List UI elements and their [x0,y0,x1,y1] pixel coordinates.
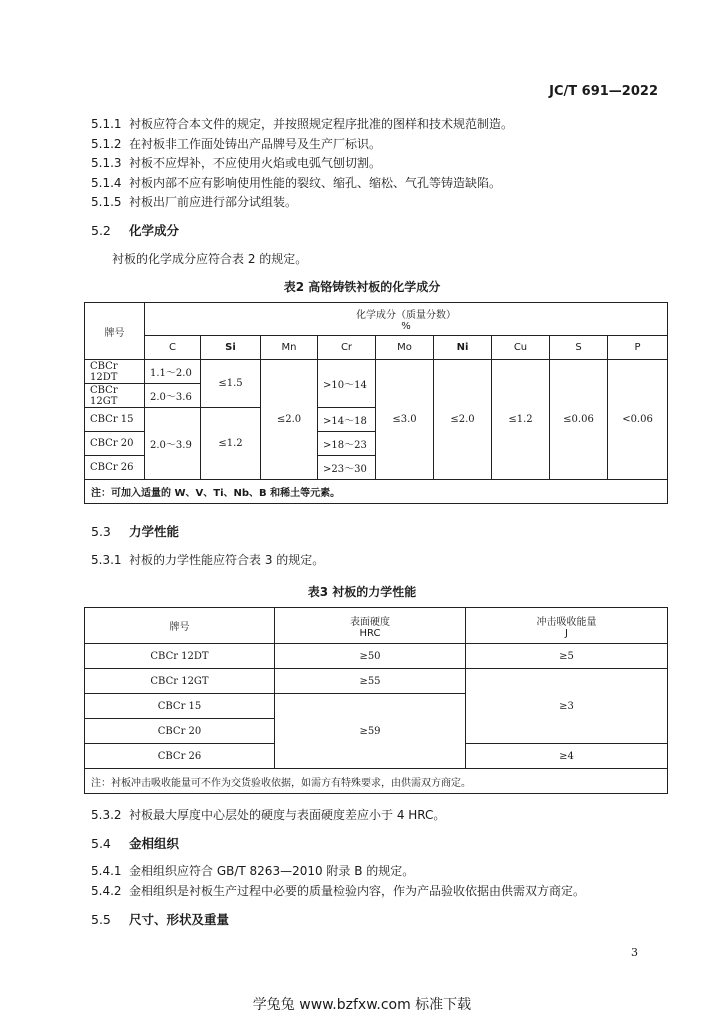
table3-impact-header [466,608,668,644]
clause-number: 5.4.1 [91,864,122,878]
table2-cr-cell: >10～14 [318,360,376,408]
impact-header-line1: 冲击吸收能量 [536,616,597,628]
clause-text: 衬板不应焊补，不应使用火焰或电弧气刨切割。 [129,156,382,170]
table2-cr-cell: >14～18 [318,408,376,432]
table2-grade-header: 牌号 [85,303,145,360]
table3-hardness-cell: ≥59 [275,694,466,769]
composition-header-line1: 化学成分（质量分数） [356,310,457,321]
clause-5-1-3 [91,154,381,171]
table3-grade-header: 牌号 [85,608,275,644]
table3-hardness-header [275,608,466,644]
table3-impact-cell: ≥4 [466,744,668,769]
table2-mn-cell: ≤2.0 [261,360,318,480]
clause-number: 5.1.1 [91,117,122,131]
page-number: 3 [631,946,638,959]
table2-chemical-composition [84,302,668,504]
clause-5-4-1 [91,862,414,879]
clause-number: 5.1.4 [91,176,122,190]
section-number: 5.5 [91,912,111,927]
table2-mo-cell: ≤3.0 [376,360,434,480]
clause-text: 衬板出厂前应进行部分试组装。 [129,195,298,209]
section-number: 5.3 [91,524,111,539]
section-5-2-body: 衬板的化学成分应符合表 2 的规定。 [112,252,308,266]
element-header-ni: Ni [434,336,492,360]
clause-5-3-1 [91,551,324,568]
clause-5-4-2 [91,882,585,899]
section-number: 5.2 [91,223,111,238]
clause-text: 衬板应符合本文件的规定，并按照规定程序批准的图样和技术规范制造。 [129,117,514,131]
clause-text: 衬板的力学性能应符合表 3 的规定。 [129,553,325,567]
section-heading-5-5 [91,910,229,928]
clause-text: 衬板内部不应有影响使用性能的裂纹、缩孔、缩松、气孔等铸造缺陷。 [129,176,502,190]
table2-s-cell: ≤0.06 [550,360,608,480]
section-title: 化学成分 [129,223,180,238]
table2-si-cell: ≤1.5 [201,360,261,408]
clause-text: 金相组织应符合 GB/T 8263—2010 附录 B 的规定。 [129,864,415,878]
section-heading-5-3 [91,522,179,540]
section-heading-5-2 [91,221,179,239]
table2-note: 注：可加入适量的 W、V、Ti、Nb、B 和稀土等元素。 [85,480,668,504]
table3-grade-cell: CBCr 15 [85,694,275,719]
table3-hardness-cell: ≥50 [275,644,466,669]
table3-caption: 表3 衬板的力学性能 [307,585,417,599]
table3-grade-cell: CBCr 12GT [85,669,275,694]
hardness-header-line1: 表面硬度 [350,616,390,628]
hardness-header-unit: HRC [359,627,381,639]
clause-text: 金相组织是衬板生产过程中必要的质量检验内容，作为产品验收依据由供需双方商定。 [129,884,586,898]
clause-5-1-4 [91,174,501,191]
table3-grade-cell: CBCr 12DT [85,644,275,669]
element-header-mn: Mn [261,336,318,360]
table2-cr-cell: >23～30 [318,456,376,480]
clause-number: 5.3.2 [91,808,122,822]
clause-number: 5.4.2 [91,884,122,898]
section-heading-5-4 [91,834,179,852]
composition-header-unit: % [401,321,411,332]
clause-number: 5.3.1 [91,553,122,567]
clause-number: 5.1.3 [91,156,122,170]
table3-mechanical-properties [84,607,668,794]
table3-grade-cell: CBCr 26 [85,744,275,769]
table2-cu-cell: ≤1.2 [492,360,550,480]
element-header-si: Si [201,336,261,360]
standard-code: JC/T 691—2022 [549,84,658,99]
element-header-cr: Cr [318,336,376,360]
table2-c-cell: 1.1～2.0 [145,360,201,384]
footer-watermark-text: 学兔兔 www.bzfxw.com 标准下载 [252,997,472,1013]
table2-grade-cell: CBCr 15 [85,408,145,432]
clause-5-1-1 [91,115,513,132]
impact-header-unit: J [565,627,568,639]
table3-note: 注：衬板冲击吸收能量可不作为交货验收依据，如需方有特殊要求，由供需双方商定。 [85,769,668,794]
table2-grade-cell: CBCr 12GT [85,384,145,408]
element-header-cu: Cu [492,336,550,360]
element-header-mo: Mo [376,336,434,360]
table2-grade-cell: CBCr 12DT [85,360,145,384]
section-number: 5.4 [91,836,111,851]
table3-impact-cell: ≥3 [466,669,668,744]
table3-impact-cell: ≥5 [466,644,668,669]
element-header-s: S [550,336,608,360]
clause-text: 在衬板非工作面处铸出产品牌号及生产厂标识。 [129,137,382,151]
clause-number: 5.1.5 [91,195,122,209]
table2-ni-cell: ≤2.0 [434,360,492,480]
section-title: 尺寸、形状及重量 [129,912,230,927]
table2-grade-cell: CBCr 26 [85,456,145,480]
table2-caption: 表2 高铬铸铁衬板的化学成分 [283,280,441,294]
clause-5-1-5 [91,193,297,210]
table3-hardness-cell: ≥55 [275,669,466,694]
clause-5-1-2 [91,135,381,152]
section-title: 力学性能 [129,524,180,539]
element-header-c: C [145,336,201,360]
table2-c-cell: 2.0～3.9 [145,408,201,480]
table2-grade-cell: CBCr 20 [85,432,145,456]
clause-text: 衬板最大厚度中心层处的硬度与表面硬度差应小于 4 HRC。 [129,808,446,822]
element-header-p: P [608,336,668,360]
table2-si-cell: ≤1.2 [201,408,261,480]
clause-number: 5.1.2 [91,137,122,151]
table2-p-cell: <0.06 [608,360,668,480]
clause-5-3-2 [91,806,445,823]
table2-composition-header [145,303,668,336]
section-title: 金相组织 [129,836,180,851]
table2-cr-cell: >18～23 [318,432,376,456]
table2-c-cell: 2.0～3.6 [145,384,201,408]
table3-grade-cell: CBCr 20 [85,719,275,744]
